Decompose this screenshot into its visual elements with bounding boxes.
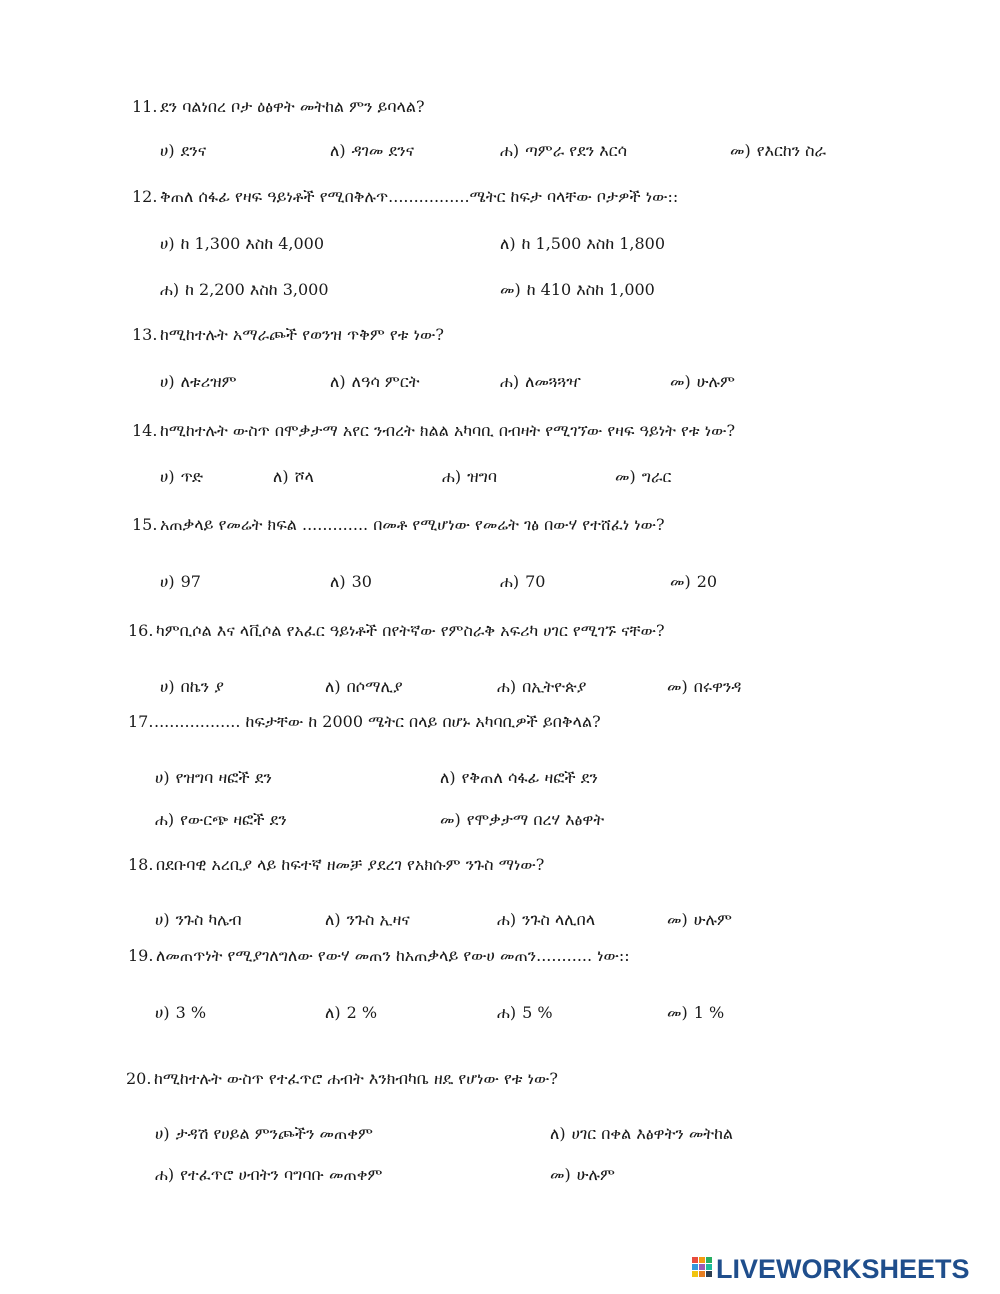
option-label: መ) [667,677,688,696]
option-a[interactable] [160,672,224,702]
option-label: ሀ) [160,572,175,591]
option-a[interactable] [160,462,203,492]
option-label: ሀ) [160,372,175,391]
option-c[interactable] [155,805,287,835]
option-text: 2 % [346,1003,378,1022]
question-number: 11. [132,97,158,116]
option-label: ሀ) [160,677,175,696]
option-text: ለዓሳ ምርት [351,372,420,391]
option-label: ሀ) [155,1003,170,1022]
question-17 [0,707,1000,737]
option-text: የተፈጥሮ ሀብትን ባግባቡ መጠቀም [180,1165,383,1184]
option-label: መ) [670,572,691,591]
option-text: 70 [525,572,546,591]
question-number: 17. [128,712,154,731]
brand-name: LIVEWORKSHEETS [716,1253,970,1284]
question-number: 20. [126,1069,152,1088]
option-c[interactable] [500,367,581,397]
option-text: የእርከን ስራ [756,141,827,160]
option-d[interactable] [667,998,724,1028]
option-b[interactable] [325,998,377,1028]
question-text: ከሚከተሉት ውስጥ የተፈጥሮ ሐብት እንክብካቤ ዘዴ የሆነው የቱ ነው? [154,1069,558,1088]
option-a[interactable] [160,367,237,397]
option-d[interactable] [670,367,735,397]
option-text: 5 % [522,1003,553,1022]
option-a[interactable] [160,229,324,259]
option-label: ሀ) [155,910,170,929]
option-text: ከ 1,500 እስከ 1,800 [521,234,666,253]
option-text: ደንና [180,141,207,160]
question-number: 13. [132,325,158,344]
option-a[interactable] [160,567,201,597]
option-label: መ) [667,910,688,929]
option-label: መ) [730,141,751,160]
option-label: ለ) [500,234,516,253]
option-text: 3 % [175,1003,207,1022]
option-label: ለ) [273,467,289,486]
option-d[interactable] [667,905,732,935]
option-b[interactable] [440,763,598,793]
option-b[interactable] [273,462,314,492]
option-label: ሀ) [160,234,175,253]
option-label: መ) [500,280,521,299]
option-text: በሶማሊያ [346,677,403,696]
option-text: ግራር [641,467,672,486]
option-b[interactable] [330,567,372,597]
question-text: ደን ባልነበረ ቦታ ዕፅዋት መትከል ምን ይባላል? [160,97,425,116]
option-label: ለ) [330,141,346,160]
option-label: ሀ) [160,141,175,160]
question-19 [0,941,1000,971]
option-c[interactable] [160,275,329,305]
option-label: ለ) [330,372,346,391]
option-text: 1 % [693,1003,725,1022]
option-label: ሀ) [155,1124,170,1143]
option-label: ሐ) [500,572,520,591]
option-text: 30 [351,572,372,591]
question-14 [0,416,1000,446]
option-b[interactable] [330,136,414,166]
option-label: ለ) [330,572,346,591]
option-label: ለ) [325,910,341,929]
option-text: ጥድ [180,467,204,486]
liveworksheets-logo-icon [692,1257,712,1281]
question-text: ከሚከተሉት ውስጥ በሞቃታማ አየር ንብረት ክልል አካባቢ በብዛት የሚገኘው የዛፍ ዓይነት የቱ ነው? [160,421,736,440]
question-text: ከሚከተሉት አማራጮች የወንዝ ጥቅም የቱ ነው? [160,325,444,344]
option-c[interactable] [497,905,595,935]
option-a[interactable] [155,1119,373,1149]
option-d[interactable] [550,1160,615,1190]
option-text: የዝግባ ዛፎች ደን [175,768,272,787]
option-label: መ) [550,1165,571,1184]
option-label: ሀ) [155,768,170,787]
option-label: ለ) [440,768,456,787]
option-text: 20 [696,572,718,591]
option-label: ሐ) [497,677,517,696]
liveworksheets-logo [692,1252,970,1286]
option-text: ንጉስ ኢዛና [346,910,410,929]
question-20 [0,1064,1000,1094]
option-text: ሁሉም [576,1165,615,1184]
option-d[interactable] [440,805,604,835]
option-b[interactable] [500,229,665,259]
option-c[interactable] [155,1160,382,1190]
option-label: ሐ) [155,810,175,829]
option-label: ሐ) [155,1165,175,1184]
question-text: ካምቢሶል እና ላቪሶል የአፈር ዓይነቶች በየትኛው የምስራቅ አፍሪካ ሀገር የሚገኙ ናቸው? [156,621,665,640]
option-b[interactable] [330,367,420,397]
option-b[interactable] [550,1119,733,1149]
question-text: ቅጠለ ሰፋፊ የዛፍ ዓይነቶች የሚበቅሉጥ................ሜትር ከፍታ ባላቸው ቦታዎች ነው:: [160,187,679,206]
question-18 [0,850,1000,880]
option-text: ንጉስ ላሊበላ [522,910,596,929]
option-text: ለመጓጓዣ [525,372,581,391]
option-d[interactable] [667,672,741,702]
option-text: ለቱሪዝም [180,372,237,391]
option-b[interactable] [325,672,403,702]
question-number: 14. [132,421,158,440]
option-text: ጣምራ የደን እርሳ [525,141,628,160]
question-text: አጠቃላይ የመሬት ክፍል ............. በመቶ የሚሆነው የመሬት ገፅ በውሃ የተሸፈነ ነው? [160,515,665,534]
question-text: በደቡባዊ አረቢያ ላይ ከፍተኛ ዘመቻ ያደረገ የአክሱም ንጉስ ማነው? [156,855,545,874]
option-label: መ) [615,467,636,486]
option-text: ታዳሽ የሀይል ምንጮችን መጠቀም [175,1124,373,1143]
option-c[interactable] [500,136,627,166]
option-a[interactable] [160,136,206,166]
option-label: ሐ) [497,910,517,929]
option-text: ሁሉም [696,372,735,391]
option-c[interactable] [500,567,545,597]
option-text: በሩዋንዳ [693,677,742,696]
option-label: መ) [440,810,461,829]
question-number: 18. [128,855,154,874]
question-number: 12. [132,187,158,206]
question-number: 16. [128,621,154,640]
option-d[interactable] [730,136,826,166]
option-text: ሾላ [294,467,314,486]
option-a[interactable] [155,998,206,1028]
option-c[interactable] [497,998,553,1028]
option-text: ሁሉም [693,910,732,929]
question-13 [0,320,1000,350]
option-label: ለ) [550,1124,566,1143]
option-c[interactable] [442,462,497,492]
option-text: ንጉስ ካሌብ [175,910,242,929]
option-text: በኬን ያ [180,677,224,696]
option-label: ለ) [325,1003,341,1022]
option-d[interactable] [500,275,655,305]
option-d[interactable] [670,567,717,597]
option-text: የሞቃታማ በረሃ እፅዋት [466,810,605,829]
option-label: ሐ) [500,372,520,391]
option-text: ከ 1,300 እስከ 4,000 [180,234,325,253]
question-12 [0,182,1000,212]
option-label: ሐ) [497,1003,517,1022]
option-text: ከ 2,200 እስከ 3,000 [185,280,329,299]
question-11 [0,92,1000,122]
question-15 [0,510,1000,540]
option-b[interactable] [325,905,410,935]
option-d[interactable] [615,462,671,492]
option-text: የቅጠለ ሳፋፊ ዛፎች ደን [461,768,598,787]
option-a[interactable] [155,905,242,935]
question-text: ................. ከፍታቸው ከ 2000 ሜትር በላይ በሆኑ አካባቢዎች ይበቅላል? [154,712,601,731]
option-text: ዳገመ ደንና [351,141,415,160]
option-label: ሐ) [500,141,520,160]
question-number: 15. [132,515,158,534]
option-label: መ) [670,372,691,391]
option-text: ዝግባ [467,467,498,486]
option-a[interactable] [155,763,272,793]
question-text: ለመጠጥነት የሚያገለግለው የውሃ መጠን ከአጠቃላይ የውሀ መጠን........... ነው:: [156,946,630,965]
option-c[interactable] [497,672,586,702]
question-number: 19. [128,946,154,965]
option-text: ሀገር በቀል እፅዋትን መትከል [571,1124,734,1143]
option-text: የውርጭ ዛፎች ደን [180,810,287,829]
option-label: ሀ) [160,467,175,486]
option-label: ሐ) [442,467,462,486]
question-16 [0,616,1000,646]
option-text: ከ 410 እስከ 1,000 [526,280,655,299]
option-label: ለ) [325,677,341,696]
option-label: ሐ) [160,280,180,299]
option-text: በኢትዮጵያ [522,677,587,696]
option-text: 97 [180,572,201,591]
option-label: መ) [667,1003,688,1022]
